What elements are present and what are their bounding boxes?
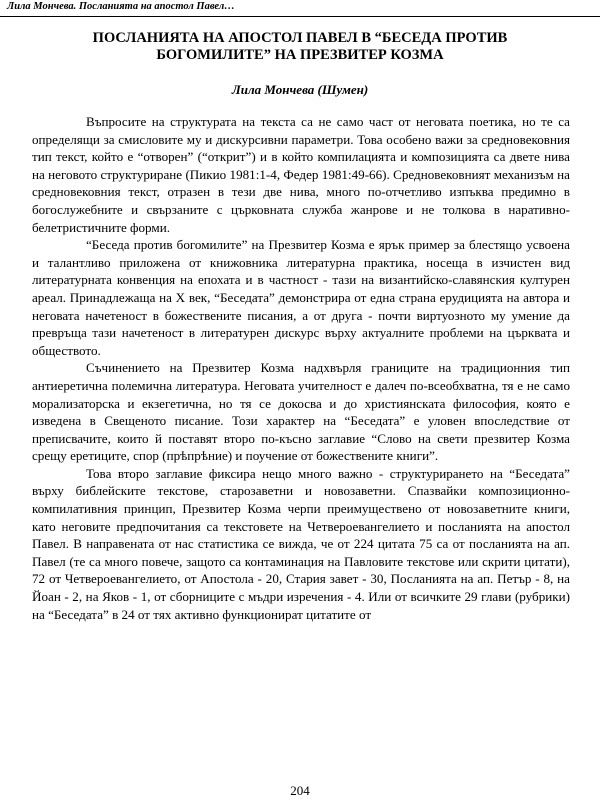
header-rule (0, 16, 600, 17)
body-paragraph-3: Съчинението на Презвитер Козма надхвърля границите на традиционния тип антиеретична полемична литература. Неговата учителност е далеч по-всеобхватна, тя е не само морализаторска и екзегетична, но тя се докосва и до християнската философия, която е изведена в Свещеното писание. Този характер на “Беседата” е уловен впоследствие от преписвачите, които й поставят второ по-късно заглавие “Слово на свети презвитер Козма срещу еретиците, спор (прѣпрѣние) и поучение от божествените книги”. (32, 360, 570, 464)
article-title-line-2: БОГОМИЛИТЕ” НА ПРЕЗВИТЕР КОЗМА (156, 47, 444, 63)
body-paragraph-2: “Беседа против богомилите” на Презвитер Козма е ярък пример за блестящо усвоена и талантливо приложена от книжовника литературна практика, носеща в изчистен вид литературната конвенция на епохата и в частност - тази на византийско-славянския културен ареал. Принадлежаща на X век, “Беседата” демонстрира от една страна ерудицията на автора и неговата начетеност в божествените писания, а от друга - почти виртуозното му умение да превръща тази начетеност в литературен дискурс върху актуалните проблеми на църквата и обществото. (32, 237, 570, 358)
page-number: 204 (290, 783, 310, 798)
body-paragraph-4: Това второ заглавие фиксира нещо много важно - структурирането на “Беседата” върху библейските текстове, старозаветни и новозаветни. Спазвайки композиционно-компилативния принцип, Презвитер Козма черпи преимуществено от новозаветните книги, като неговите предпочитания са текстовете на Четвероевангелието и посланията на апостол Павел. В направената от нас статистика се вижда, че от 224 цитата 75 са от посланията на ап. Павел (те са много повече, защото са контаминация на Павловите текстове или скрити цитати), 72 от Четвероевангелието, от Апостола - 20, Стария завет - 30, Посланията на ап. Петър - 8, на Йоан - 2, на Яков - 1, от сборниците с мъдри изречения - 4. Или от всичките 29 глави (рубрики) на “Беседата” в 24 от тях активно функционират цитатите от (32, 465, 570, 622)
running-header: Лила Мончева. Посланията на апостол Павел… (7, 1, 235, 12)
article-title (20, 30, 580, 64)
body-paragraph-1: Въпросите на структурата на текста са не само част от неговата поетика, но те са определящи за смисловите му и дискурсивни параметри. Това особено важи за средновековния тип текст, който е “отворен” (“открит”) и в който компилацията и композицията са двете нива на неговото структуриране (Пикио 1981:1-4, Федер 1981:49-66). Средновековният механизъм на средновековния текст, отразен в тези две нива, много по-отчетливо изпъква предимно в богослужебните и свързаните с църковната служба жанрове и не толкова в наративно-белетристичните форми. (32, 114, 570, 235)
article-body (32, 113, 570, 623)
article-author: Лила Мончева (Шумен) (231, 82, 369, 97)
article-title-line-1: ПОСЛАНИЯТА НА АПОСТОЛ ПАВЕЛ В “БЕСЕДА ПРОТИВ (92, 30, 508, 46)
